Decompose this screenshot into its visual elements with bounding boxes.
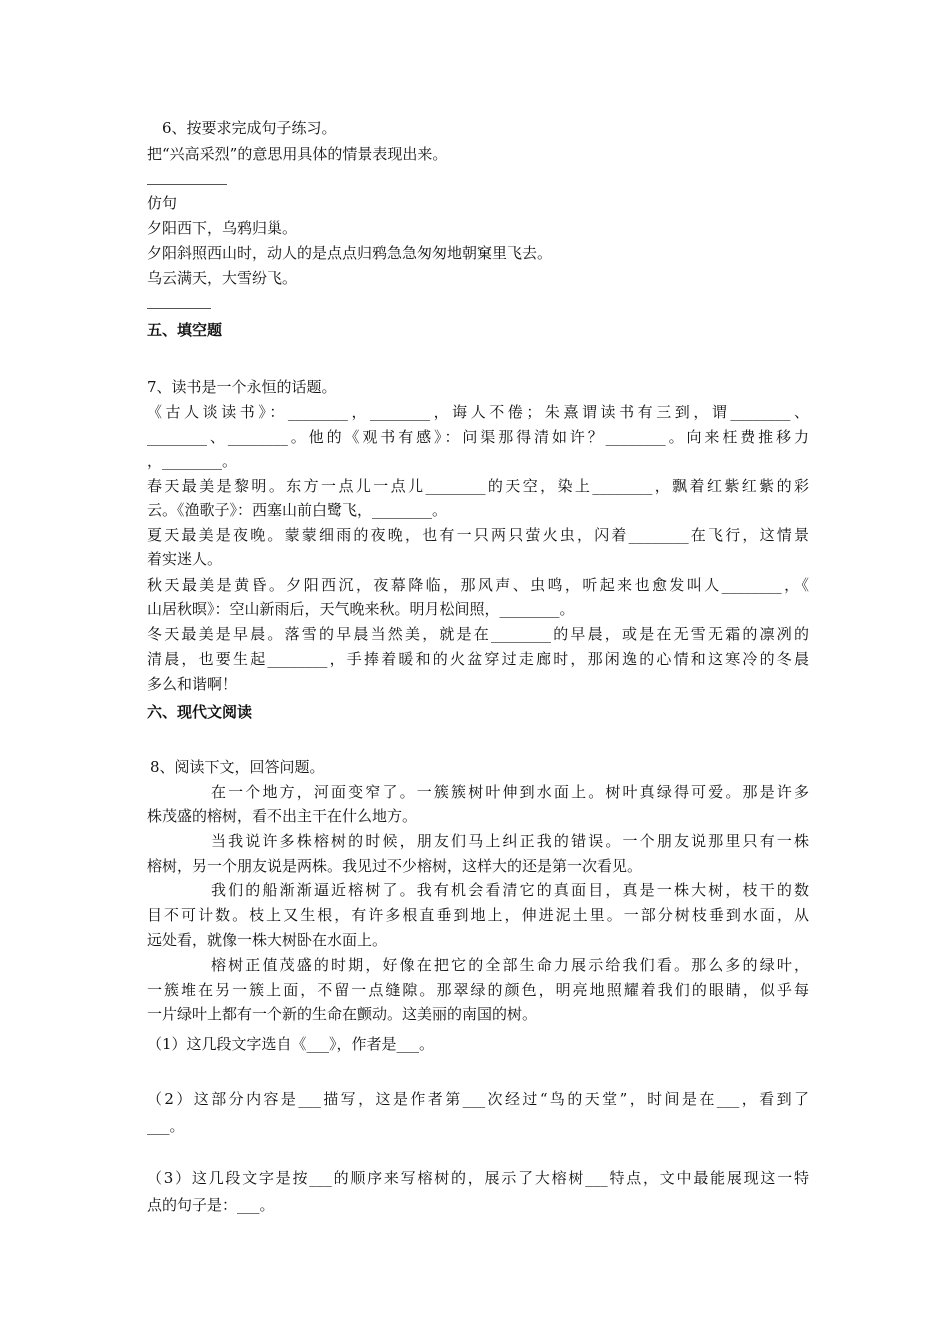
q7-line: 夏天最美是夜晚。蒙蒙细雨的夜晚，也有一只两只萤火虫，闪着________在飞行，这情景	[147, 526, 809, 544]
q7-line: 冬天最美是早晨。落雪的早晨当然美，就是在________的早晨，或是在无雪无霜的凛冽的	[147, 625, 809, 643]
passage-line: 株茂盛的榕树，看不出主干在什么地方。	[147, 807, 418, 825]
q6-example-1: 夕阳西下，乌鸦归巢。	[147, 219, 298, 237]
passage-line: 远处看，就像一株大树卧在水面上。	[147, 931, 388, 949]
q7-line: 多么和谐啊！	[147, 675, 238, 693]
q8-sub-question-2-cont: ___。	[147, 1117, 185, 1135]
q7-line: ，________。	[147, 452, 238, 470]
passage-line: 当我说许多株榕树的时候，朋友们马上纠正我的错误。一个朋友说那里只有一株	[211, 832, 809, 850]
answer-line-q6-2[interactable]	[147, 308, 211, 309]
q7-line: 着实迷人。	[147, 550, 223, 568]
passage-line: 榕树，另一个朋友说是两株。我见过不少榕树，这样大的还是第一次看见。	[147, 857, 643, 875]
q7-line: 春天最美是黎明。东方一点儿一点儿________的天空，染上________，飘着红紫红紫的彩	[147, 477, 809, 495]
answer-line-q6-1[interactable]	[147, 184, 227, 185]
q6-instruction: 把“兴高采烈”的意思用具体的情景表现出来。	[147, 145, 448, 163]
q7-line: 山居秋暝》：空山新雨后，天气晚来秋。明月松间照，________。	[147, 600, 575, 618]
q6-prompt: 乌云满天，大雪纷飞。	[147, 269, 298, 287]
q6-title: 6、按要求完成句子练习。	[162, 119, 337, 137]
q7-line: 云。《渔歌子》：西塞山前白鹭飞，________。	[147, 501, 448, 519]
passage-line: 榕树正值茂盛的时期，好像在把它的全部生命力展示给我们看。那么多的绿叶，	[211, 956, 809, 974]
passage-line: 在一个地方，河面变窄了。一簇簇树叶伸到水面上。树叶真绿得可爱。那是许多	[211, 783, 809, 801]
passage-line: 目不可计数。枝上又生根，有许多根直垂到地上，伸进泥土里。一部分树枝垂到水面，从	[147, 906, 809, 924]
passage-line: 一片绿叶上都有一个新的生命在颤动。这美丽的南国的树。	[147, 1005, 538, 1023]
q8-sub-question-1: （1）这几段文字选自《___》，作者是___。	[147, 1035, 435, 1053]
q8-title: 8、阅读下文，回答问题。	[150, 758, 325, 776]
q7-line: ________、________。他的《观书有感》：问渠那得清如许？________。向来枉费推移力	[147, 428, 809, 446]
passage-line: 一簇堆在另一簇上面，不留一点缝隙。那翠绿的颜色，明亮地照耀着我们的眼睛，似乎每	[147, 981, 809, 999]
q7-line: 《古人谈读书》：________，________，诲人不倦；朱熹谓读书有三到，谓________、	[147, 403, 809, 421]
q7-line: 秋天最美是黄昏。夕阳西沉，夜幕降临，那风声、虫鸣，听起来也愈发叫人________，《	[147, 576, 809, 594]
q8-sub-question-2: （2）这部分内容是___描写，这是作者第___次经过“鸟的天堂”，时间是在___，看到了	[147, 1090, 809, 1108]
q7-title: 7、读书是一个永恒的话题。	[147, 378, 337, 396]
section-5-heading: 五、填空题	[147, 321, 223, 339]
q7-line: 清晨，也要生起________，手捧着暖和的火盆穿过走廊时，那闲逸的心情和这寒冷的冬晨	[147, 650, 809, 668]
q6-fangju-label: 仿句	[147, 194, 178, 212]
q8-sub-question-3: （3）这几段文字是按___的顺序来写榕树的，展示了大榕树___特点，文中最能展现这一特	[147, 1169, 809, 1187]
passage-line: 我们的船渐渐逼近榕树了。我有机会看清它的真面目，真是一株大树，枝干的数	[211, 881, 809, 899]
q8-sub-question-3-cont: 点的句子是：___。	[147, 1196, 275, 1214]
q6-example-2: 夕阳斜照西山时，动人的是点点归鸦急急匆匆地朝窠里飞去。	[147, 244, 553, 262]
section-6-heading: 六、现代文阅读	[147, 703, 253, 721]
